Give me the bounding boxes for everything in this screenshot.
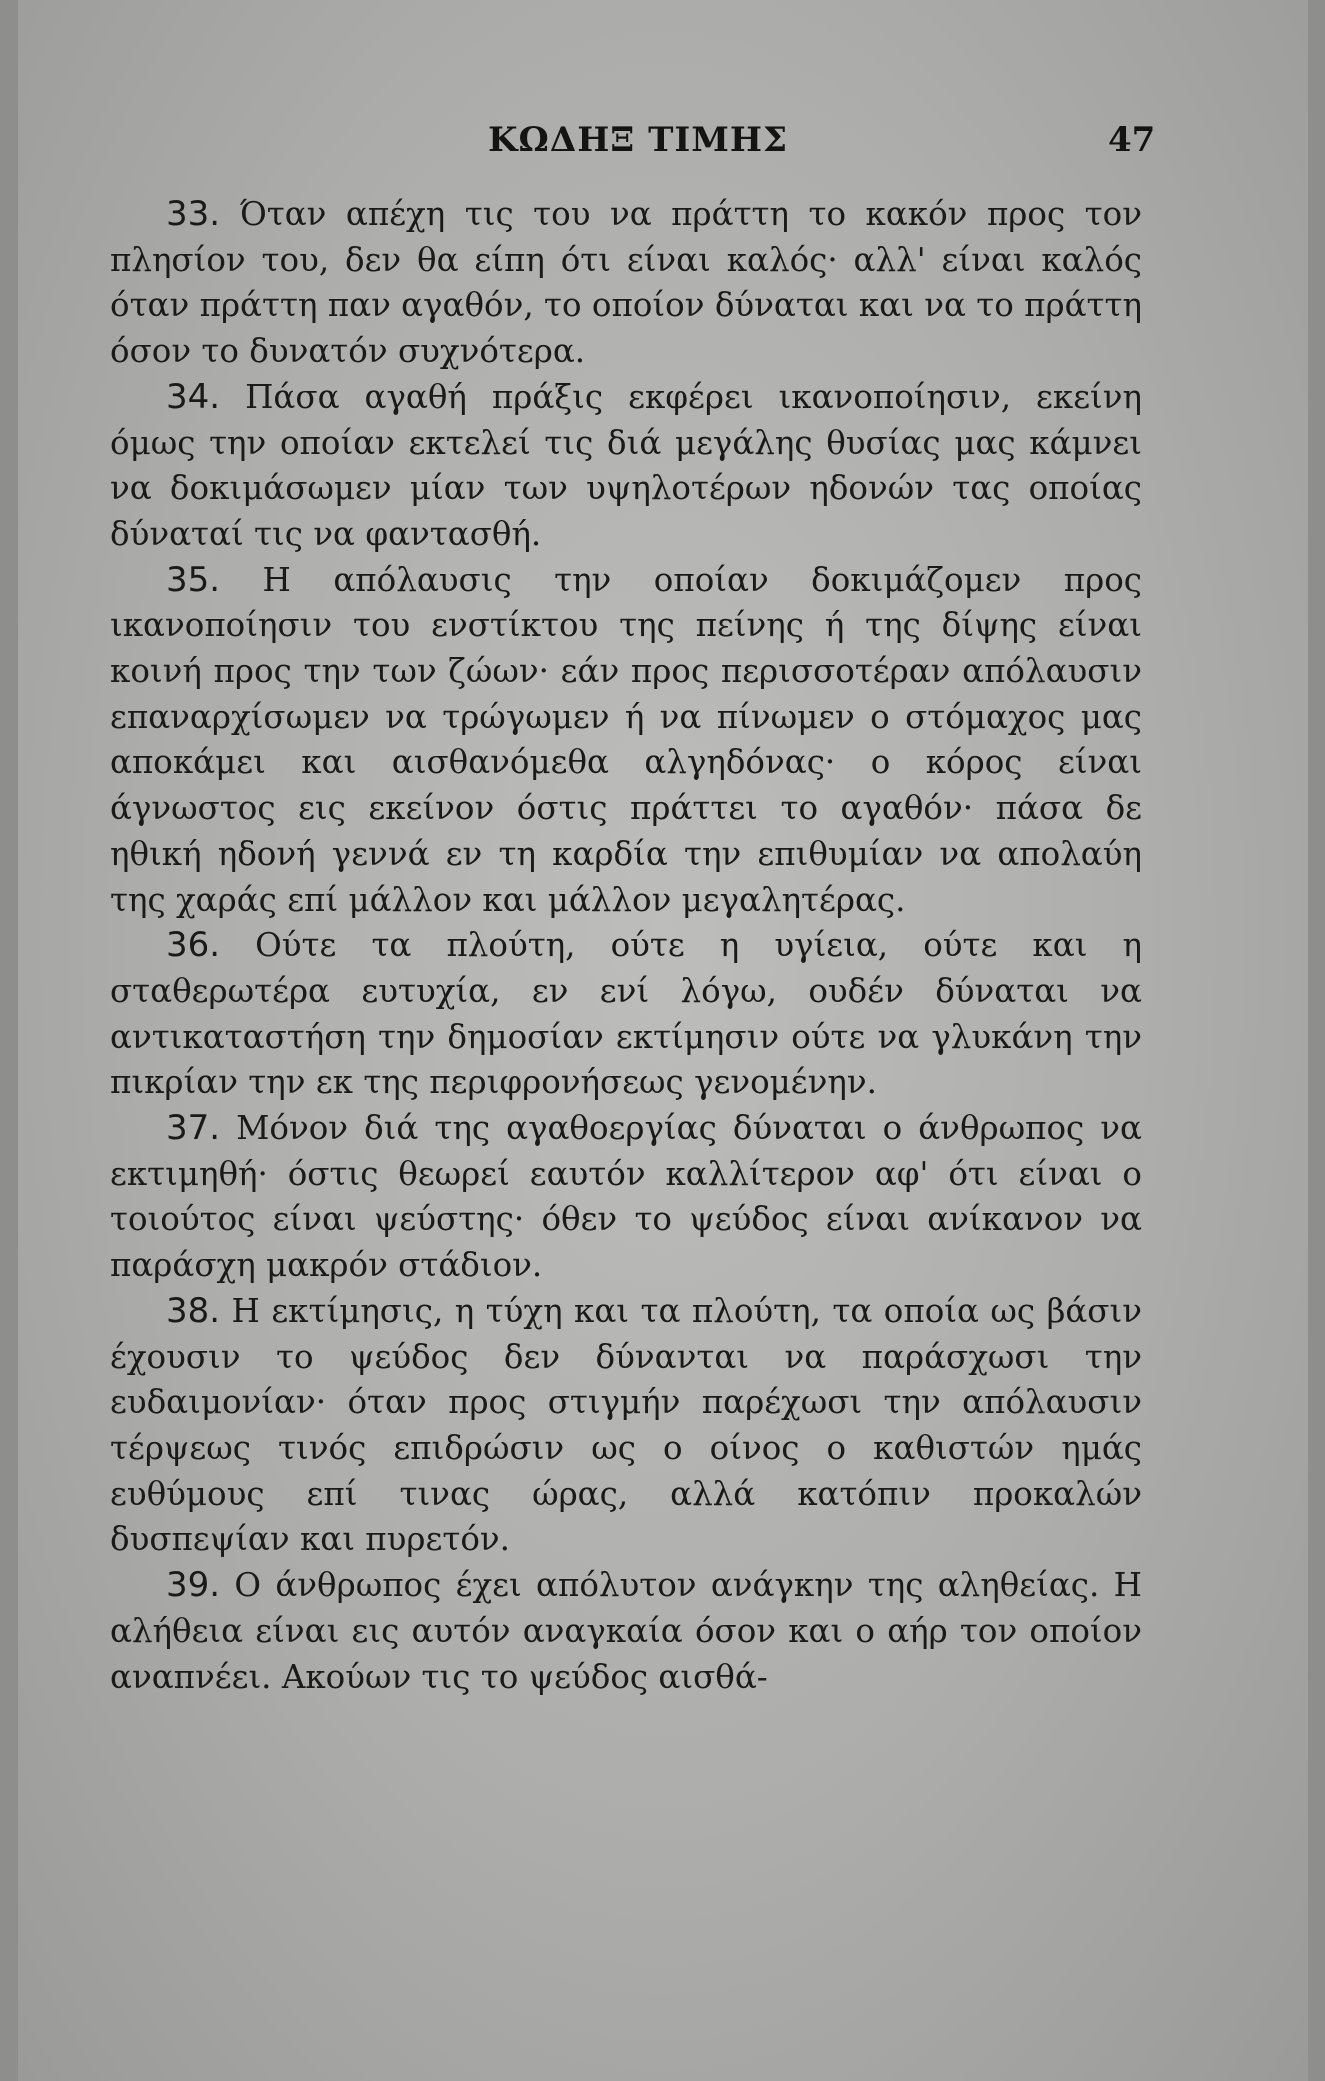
paragraph-37 <box>110 1106 1142 1289</box>
paragraph-text: Ο άνθρωπος έχει απόλυτον ανάγκην της αληθείας. Η αλήθεια είναι εις αυτόν αναγκαία όσον και ο αήρ τον οποίον αναπνέει. Ακούων τις το ψεύδος αισθά- <box>110 1566 1142 1696</box>
paragraph-text: Πάσα αγαθή πράξις εκφέρει ικανοποίησιν, εκείνη όμως την οποίαν εκτελεί τις διά μεγάλης θυσίας μας κάμνει να δοκιμάσωμεν μίαν των υψηλοτέρων ηδονών τας οποίας δύναταί τις να φαντασθή. <box>110 377 1143 553</box>
paragraph-number: 33. <box>166 194 221 234</box>
paragraph-number: 34. <box>166 376 221 417</box>
page-number: 47 <box>1108 120 1156 160</box>
paragraph-number: 39. <box>166 1565 221 1606</box>
paragraph-33 <box>110 192 1142 375</box>
paragraph-36 <box>110 923 1142 1106</box>
paragraph-35 <box>110 558 1142 924</box>
paragraph-number: 36. <box>166 925 221 966</box>
paragraph-number: 38. <box>166 1290 221 1331</box>
paragraph-text: Η εκτίμησις, η τύχη και τα πλούτη, τα οποία ως βάσιν έχουσιν το ψεύδος δεν δύνανται να παράσχωσι την ευδαιμονίαν· όταν προς στιγμήν παρέχωσι την απόλαυσιν τέρψεως τινός επιδρώσιν ως ο οίνος ο καθιστών ημάς ευθύμους επί τινας ώρας, αλλά κατόπιν προκαλών δυσπεψίαν και πυρετόν. <box>110 1291 1142 1559</box>
paragraph-34 <box>110 375 1142 558</box>
book-page <box>18 0 1308 2081</box>
paragraph-text: Ούτε τα πλούτη, ούτε η υγίεια, ούτε και η σταθερωτέρα ευτυχία, εν ενί λόγω, ουδέν δύναται να αντικαταστήση την δημοσίαν εκτίμησιν ούτε να γλυκάνη την πικρίαν την εκ της περιφρονήσεως γενομένην. <box>110 926 1142 1102</box>
paragraph-text: Μόνον διά της αγαθοεργίας δύναται ο άνθρωπος να εκτιμηθή· όστις θεωρεί εαυτόν καλλίτερον αφ' ότι είναι ο τοιούτος είναι ψεύστης· όθεν το ψεύδος είναι ανίκανον να παράσχη μακρόν στάδιον. <box>110 1109 1142 1285</box>
body-text <box>110 192 1142 1700</box>
paragraph-38 <box>110 1289 1142 1563</box>
page-header <box>18 120 1308 180</box>
running-title: ΚΩΔΗΞ ΤΙΜΗΣ <box>488 120 789 160</box>
paragraph-number: 35. <box>166 559 221 600</box>
paragraph-39 <box>110 1563 1142 1700</box>
paragraph-number: 37. <box>166 1108 221 1149</box>
paragraph-text: Η απόλαυσις την οποίαν δοκιμάζομεν προς ικανοποίησιν του ενστίκτου της πείνης ή της δίψης είναι κοινή προς την των ζώων· εάν προς περισσοτέραν απόλαυσιν επαναρχίσωμεν να τρώγωμεν ή να πίνωμεν ο στόμαχος μας αποκάμει και αισθανόμεθα αλγηδόνας· ο κόρος είναι άγνωστος εις εκείνον όστις πράττει το αγαθόν· πάσα δε ηθική ηδονή γεννά εν τη καρδία την επιθυμίαν να απολαύη της χαράς επί μάλλον και μάλλον μεγαλητέρας. <box>110 560 1142 919</box>
paragraph-text: Όταν απέχη τις του να πράττη το κακόν προς τον πλησίον του, δεν θα είπη ότι είναι καλός· αλλ' είναι καλός όταν πράττη παν αγαθόν, το οποίον δύναται και να το πράττη όσον το δυνατόν συχνότερα. <box>110 195 1142 371</box>
